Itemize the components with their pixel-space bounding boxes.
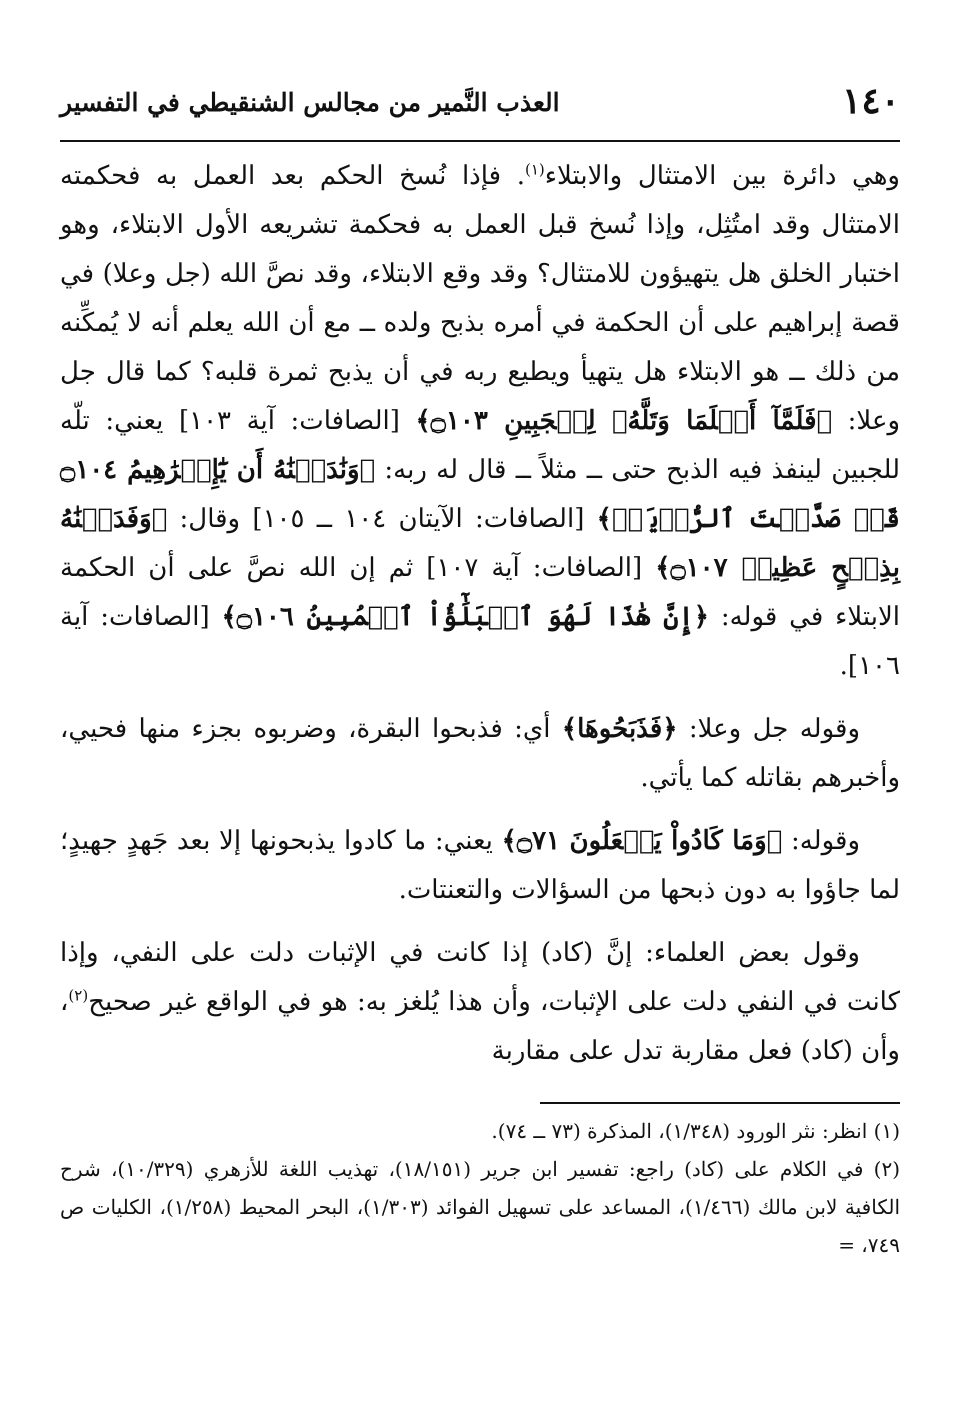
paragraph-3 xyxy=(60,817,900,915)
text-run: وهي دائرة بين الامتثال والابتلاء xyxy=(544,161,900,191)
footnote-divider xyxy=(540,1102,900,1104)
running-title: العذب النَّمير من مجالس الشنقيطي في التفسير xyxy=(60,88,560,117)
footnotes xyxy=(60,1112,900,1264)
text-run: [الصافات: آية ١٠٦]. xyxy=(60,602,900,681)
text-run: [الصافات: آية ١٠٧] ثم إن الله نصَّ على أن الحكمة الابتلاء في قوله: xyxy=(60,553,901,632)
footnote-1: (١) انظر: نثر الورود (١/٣٤٨)، المذكرة (٧٣ ــ ٧٤). xyxy=(491,1119,900,1143)
quran-verse: ﴿وَفَدَيۡنَٰهُ بِذِبۡحٍ عَظِيمٖ ۝١٠٧﴾ xyxy=(60,504,900,583)
quran-verse: ﴿إِنَّ هَٰذَا لَهُوَ ٱلۡبَلَٰٓؤُاْ ٱلۡمُبِينُ ۝١٠٦﴾ xyxy=(221,602,709,632)
text-run: [الصافات: آية ١٠٣] يعني: تلّه للجبين لينفذ فيه الذبح حتى ــ مثلاً ــ قال له ربه: xyxy=(60,406,901,485)
text-run: وقوله جل وعلا: xyxy=(688,714,860,744)
paragraph-4 xyxy=(60,929,900,1076)
quran-verse: ﴿وَنَٰدَيۡنَٰهُ أَن يَٰٓإِبۡرَٰهِيمُ ۝١٠٤ قَدۡ صَدَّقۡتَ ٱلرُّءۡيَآۚ﴾ xyxy=(60,455,901,534)
body-text xyxy=(60,152,900,1076)
text-run: [الصافات: الآيتان ١٠٤ ــ ١٠٥] وقال: xyxy=(179,504,585,534)
page-header xyxy=(60,70,900,142)
text-run: وقول بعض العلماء: إنَّ (كاد) إذا كانت في الإثبات دلت على النفي، وإذا كانت في النفي دلت على الإثبات، وأن هذا يُلغز به: هو في الواقع غير صحيح xyxy=(60,938,900,1017)
text-run: يعني: ما كادوا يذبحونها إلا بعد جَهدٍ جهيدٍ؛ لما جاؤوا به دون ذبحها من السؤالات والتعنتات. xyxy=(60,826,900,905)
quran-verse: ﴿فَذَبَحُوهَا﴾ xyxy=(561,714,678,744)
text-run: ، وأن (كاد) فعل مقاربة تدل على مقاربة xyxy=(60,987,900,1066)
paragraph-2 xyxy=(60,705,900,803)
page-number: ١٤٠ xyxy=(841,80,900,122)
text-run: . فإذا نُسخ الحكم بعد العمل به فحكمته الامتثال وقد امتُثِل، وإذا نُسخ قبل العمل به فحكمة تشريعه الأول الابتلاء، وهو اختبار الخلق هل يتهيؤون للامتثال؟ وقد وقع الابتلاء، وقد نصَّ الله (جل وعلا) في قصة إبراهيم على أن الحكمة في أمره بذبح ولده ــ مع أن الله يعلم أنه لا يُمكِّنه من ذلك ــ هو الابتلاء هل يتهيأ ويطيع ربه في أن يذبح ثمرة قلبه؟ كما قال جل وعلا: xyxy=(60,161,901,436)
text-run: أي: فذبحوا البقرة، وضربوه بجزء منها فحيي، وأخبرهم بقاتله كما يأتي. xyxy=(60,714,900,793)
book-page xyxy=(60,70,900,1400)
quran-verse: ﴿فَلَمَّآ أَسۡلَمَا وَتَلَّهُۥ لِلۡجَبِينِ ۝١٠٣﴾ xyxy=(415,406,833,436)
paragraph-1 xyxy=(60,152,900,691)
quran-verse: ﴿وَمَا كَادُواْ يَفۡعَلُونَ ۝٧١﴾ xyxy=(501,826,783,856)
footnote-ref-2[interactable]: (٢) xyxy=(68,986,89,1005)
footnote-ref-1[interactable]: (١) xyxy=(524,160,545,179)
text-run: وقوله: xyxy=(790,826,861,856)
footnote-2: (٢) في الكلام على (كاد) راجع: تفسير ابن جرير (١٨/١٥١)، تهذيب اللغة للأزهري (١٠/٣٢٩)، شرح الكافية لابن مالك (١/٤٦٦)، المساعد على تسهيل الفوائد (١/٣٠٣)، البحر المحيط (١/٢٥٨)، الكليات ص ٧٤٩، = xyxy=(60,1157,901,1257)
